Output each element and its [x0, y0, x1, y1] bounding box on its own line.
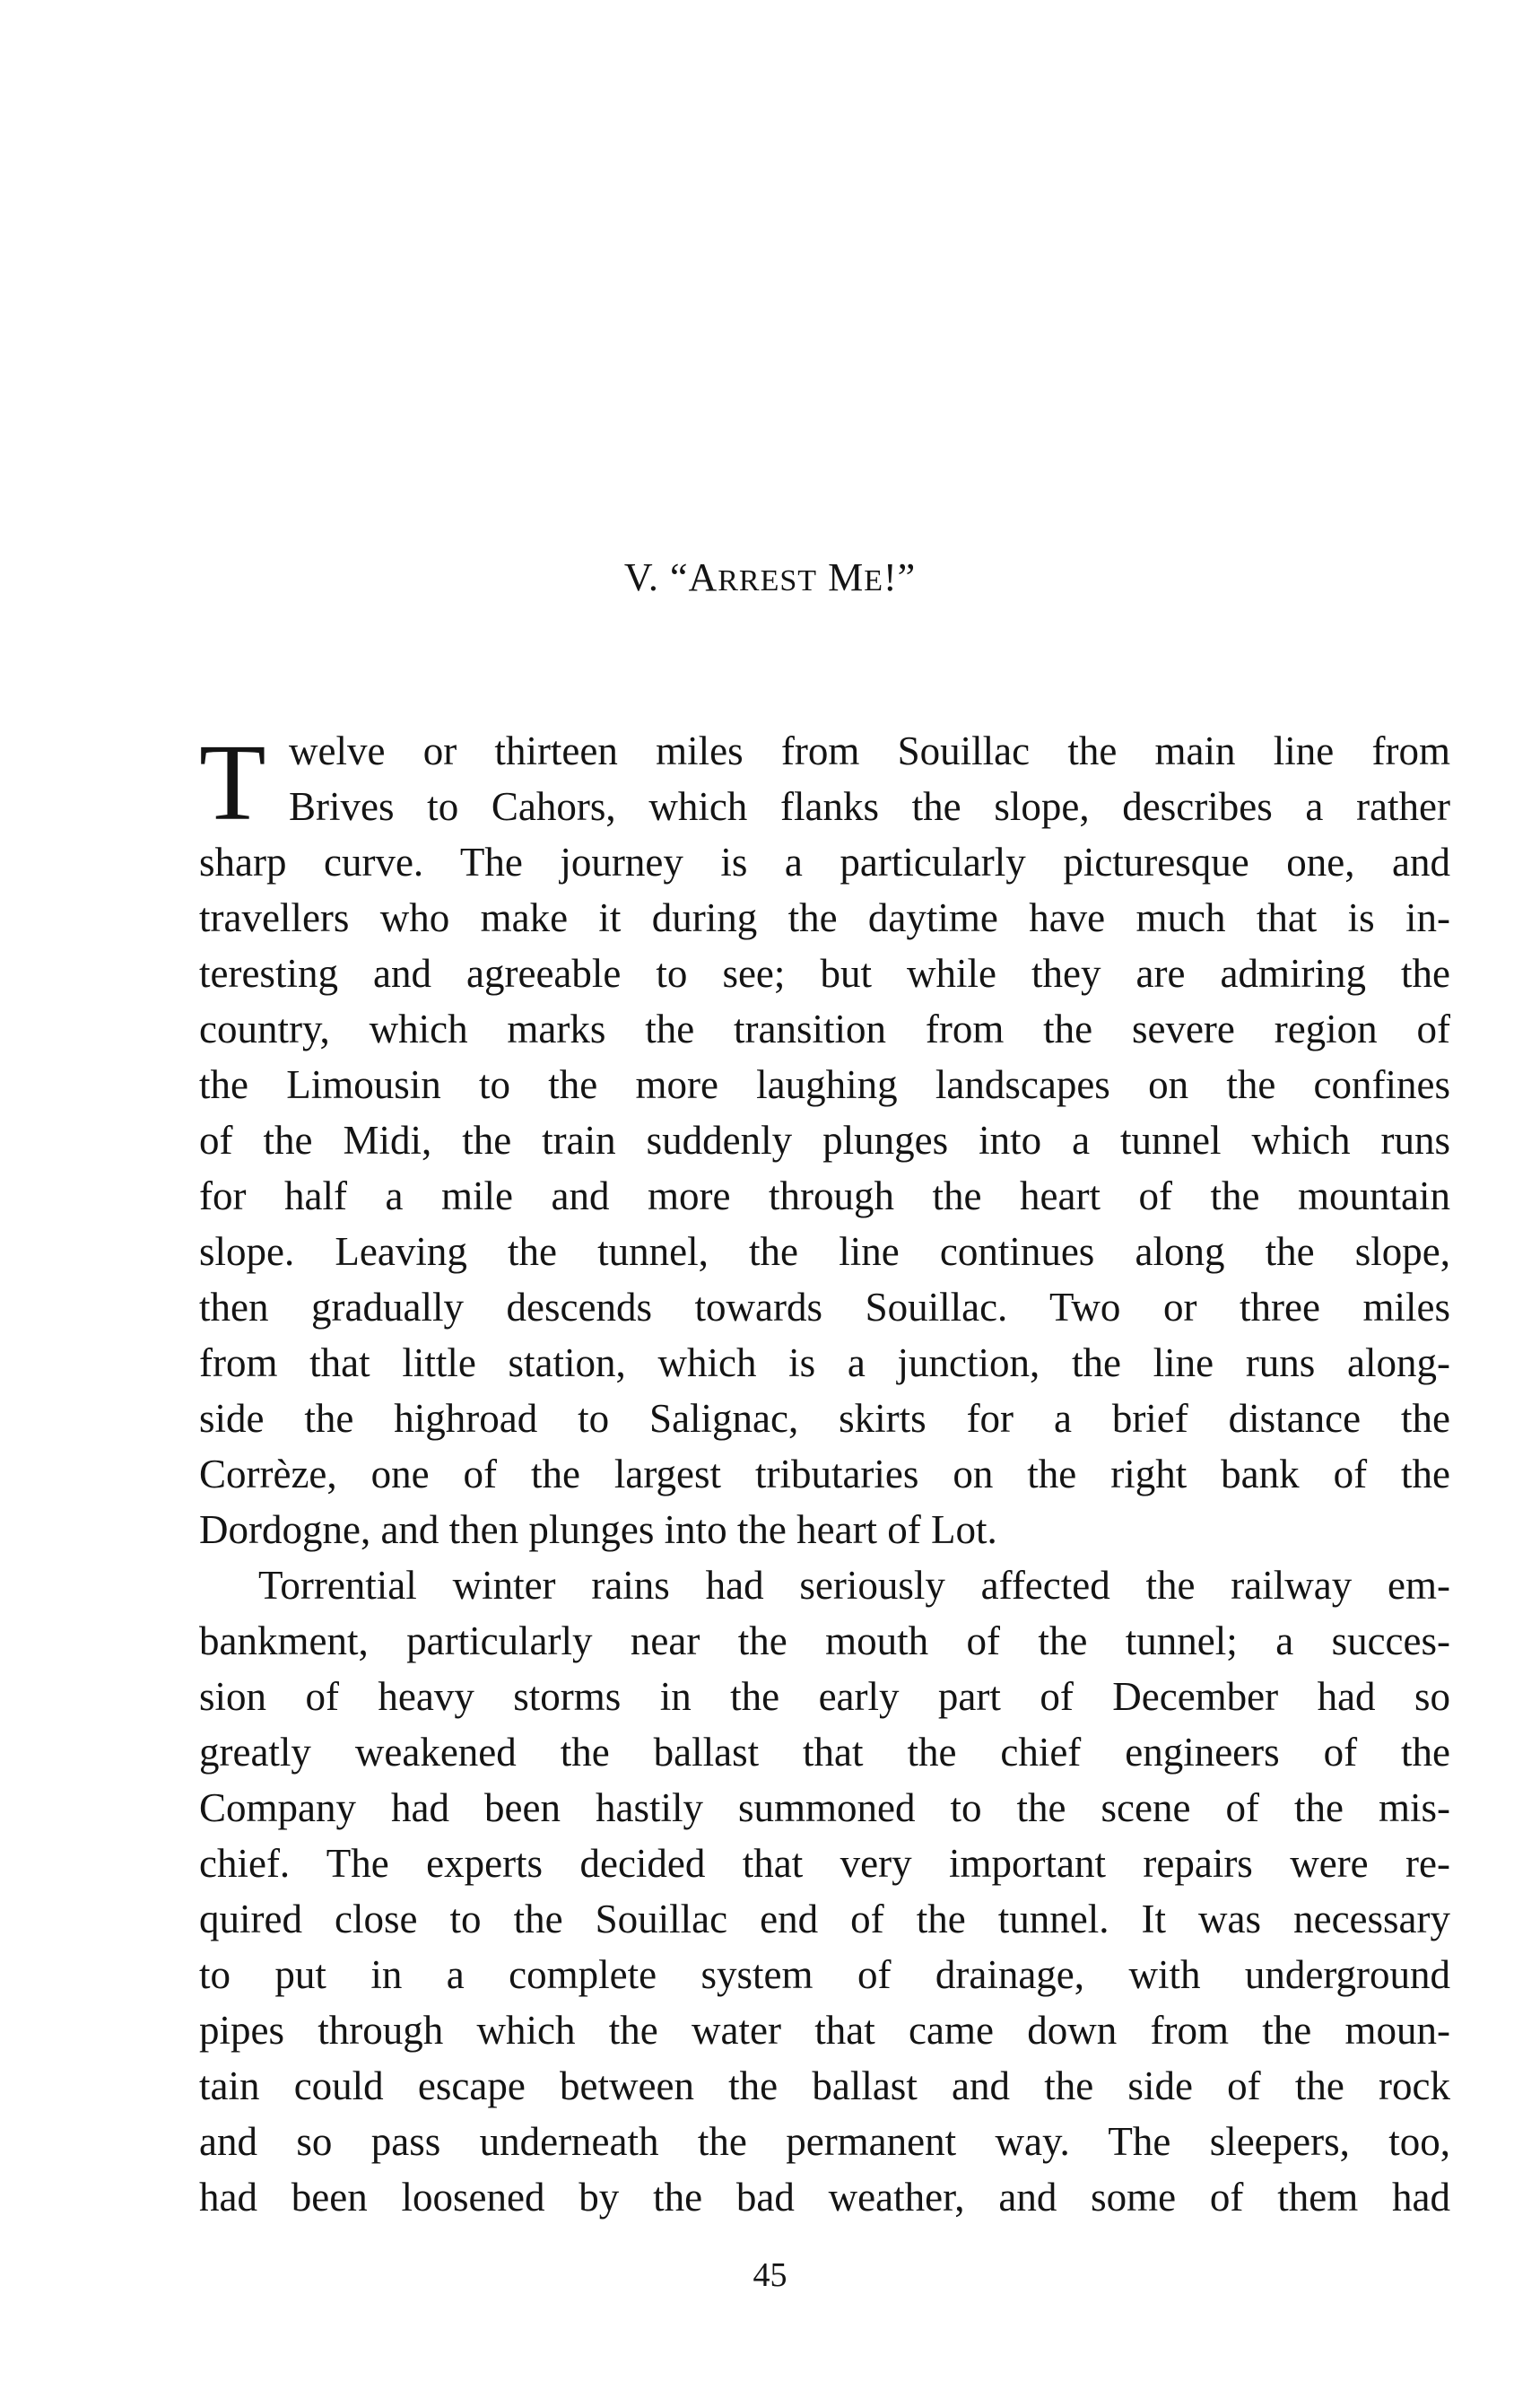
text-line: the Limousin to the more laughing landscapes on the confines: [199, 1062, 1450, 1107]
open-quote: “: [669, 555, 689, 599]
text-line: then gradually descends towards Souillac. Two or three miles: [199, 1285, 1450, 1330]
text-line: bankment, particularly near the mouth of the tunnel; a succes-: [199, 1618, 1450, 1663]
word2-rest: E: [864, 564, 883, 598]
text-line: Brives to Cahors, which flanks the slope, describes a rather: [289, 784, 1450, 829]
close-punct: !”: [883, 555, 917, 599]
text-line: Company had been hastily summoned to the scene of the mis-: [199, 1785, 1450, 1830]
text-line: greatly weakened the ballast that the chief engineers of the: [199, 1730, 1450, 1775]
text-line: travellers who make it during the daytime have much that is in-: [199, 895, 1450, 940]
text-line: had been loosened by the bad weather, and some of them had: [199, 2175, 1450, 2220]
chapter-number: V.: [623, 555, 659, 599]
text-line: side the highroad to Salignac, skirts for a brief distance the: [199, 1396, 1450, 1441]
text-line: from that little station, which is a junction, the line runs along-: [199, 1340, 1450, 1385]
drop-cap: T: [199, 722, 266, 843]
page-number: 45: [753, 2256, 787, 2294]
word1-initial: A: [688, 555, 718, 599]
text-line: chief. The experts decided that very important repairs were re-: [199, 1841, 1450, 1886]
text-line: Torrential winter rains had seriously affected the railway em-: [258, 1563, 1450, 1608]
text-line: tain could escape between the ballast and the side of the rock: [199, 2063, 1450, 2108]
text-line: and so pass underneath the permanent way. The sleepers, too,: [199, 2119, 1450, 2164]
text-line: teresting and agreeable to see; but while they are admiring the: [199, 951, 1450, 996]
text-line: pipes through which the water that came down from the moun-: [199, 2008, 1450, 2053]
text-line: sharp curve. The journey is a particularly picturesque one, and: [199, 840, 1450, 885]
word2-initial: M: [828, 555, 865, 599]
text-line: to put in a complete system of drainage, with underground: [199, 1952, 1450, 1997]
text-line: sion of heavy storms in the early part of December had so: [199, 1674, 1450, 1719]
text-line: for half a mile and more through the heart of the mountain: [199, 1173, 1450, 1218]
text-line: Dordogne, and then plunges into the heart of Lot.: [199, 1507, 997, 1552]
text-line: slope. Leaving the tunnel, the line continues along the slope,: [199, 1229, 1450, 1274]
body-text: [199, 723, 1450, 2225]
text-line: Corrèze, one of the largest tributaries on the right bank of the: [199, 1452, 1450, 1496]
text-line: quired close to the Souillac end of the tunnel. It was necessary: [199, 1897, 1450, 1941]
text-line: country, which marks the transition from the severe region of: [199, 1007, 1450, 1051]
word1-rest: RREST: [718, 564, 818, 598]
chapter-title: [0, 554, 1540, 600]
text-line: welve or thirteen miles from Souillac the main line from: [289, 728, 1450, 773]
text-line: of the Midi, the train suddenly plunges into a tunnel which runs: [199, 1118, 1450, 1163]
